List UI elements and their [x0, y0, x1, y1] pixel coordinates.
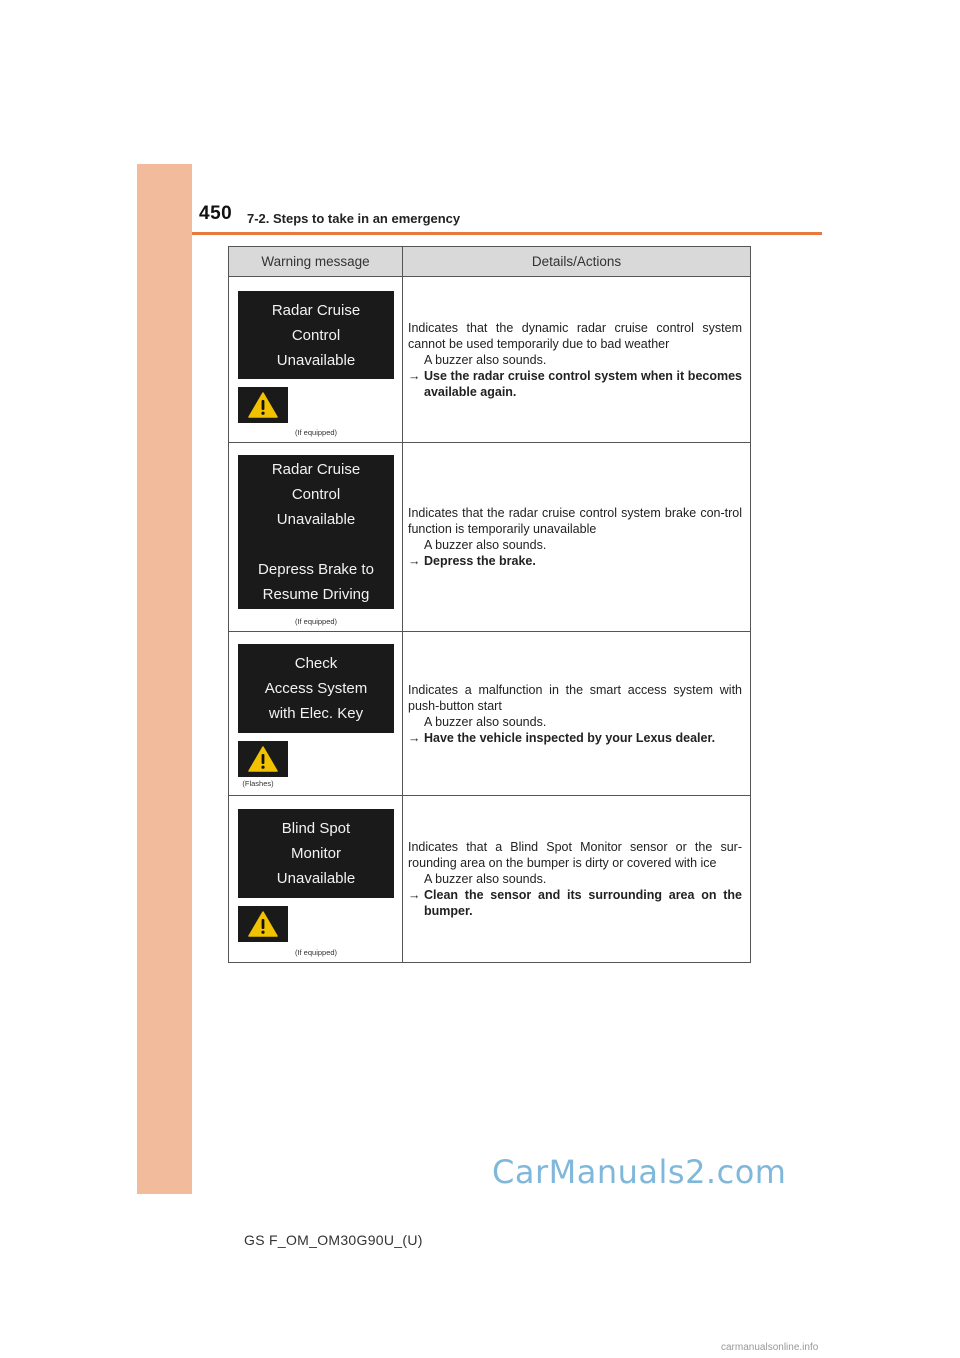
message-display-screen: [238, 455, 394, 609]
action-text: Use the radar cruise control system when it becomes available again.: [424, 368, 742, 399]
warning-triangle-icon: [238, 906, 288, 942]
screen-line: Check: [294, 655, 338, 672]
action-text: Clean the sensor and its surrounding area on the bumper.: [424, 888, 742, 918]
screen-line: Radar Cruise: [271, 301, 361, 319]
warning-display-cell: [229, 277, 403, 443]
arrow-icon: →: [408, 554, 421, 568]
buzzer-note: A buzzer also sounds.: [424, 714, 547, 729]
screen-line: with Elec. Key: [268, 705, 364, 722]
action-text: Have the vehicle inspected by your Lexus dealer.: [424, 730, 716, 745]
screen-line: Unavailable: [276, 511, 356, 528]
section-title: 7-2. Steps to take in an emergency: [247, 211, 461, 226]
action-text: Depress the brake.: [424, 554, 536, 568]
warning-description: Indicates that the dynamic radar cruise control system cannot be used temporarily due to bad weather: [408, 320, 742, 351]
table-row: [229, 796, 751, 963]
details-actions-cell: [403, 796, 751, 963]
screen-line: Radar Cruise: [271, 461, 361, 478]
watermark-link[interactable]: CarManuals2.com: [492, 1153, 787, 1191]
action-item: [408, 368, 742, 400]
screen-line: Resume Driving: [262, 586, 370, 603]
buzzer-note: A buzzer also sounds.: [424, 872, 547, 886]
screen-line: Depress Brake to: [258, 561, 374, 578]
warning-description: Indicates that the radar cruise control system brake con-trol function is temporarily unavailable: [408, 506, 742, 536]
details-actions-cell: [403, 277, 751, 443]
footer-site-link[interactable]: carmanualsonline.info: [721, 1342, 819, 1353]
screen-line: Control: [291, 486, 341, 503]
table-row: [229, 277, 751, 443]
message-display-screen: [238, 644, 394, 733]
screen-line: Control: [291, 326, 341, 344]
header-rule: [192, 232, 822, 235]
equipment-note: (If equipped): [294, 428, 338, 437]
message-display-screen: [238, 809, 394, 898]
header-details-actions: Details/Actions: [403, 247, 751, 277]
action-item: [408, 887, 742, 919]
warning-description: Indicates that a Blind Spot Monitor sensor or the sur-rounding area on the bumper is dirty or covered with ice: [408, 840, 742, 870]
chapter-side-tab: [137, 164, 192, 1194]
warning-triangle-icon: [238, 387, 288, 423]
arrow-icon: →: [408, 368, 421, 383]
details-actions-cell: [403, 443, 751, 632]
warning-description: Indicates a malfunction in the smart access system with push-button start: [408, 682, 742, 713]
screen-line: Unavailable: [276, 351, 356, 369]
table-header-row: [229, 247, 751, 277]
arrow-icon: →: [408, 888, 421, 902]
buzzer-note: A buzzer also sounds.: [424, 352, 547, 367]
equipment-note: (If equipped): [294, 948, 338, 957]
page-number: 450: [199, 203, 233, 224]
buzzer-note: A buzzer also sounds.: [424, 538, 547, 552]
warning-message-table: [228, 246, 751, 963]
screen-line: Unavailable: [276, 870, 356, 887]
header-warning-message: Warning message: [229, 247, 403, 277]
equipment-note: (If equipped): [294, 617, 338, 626]
action-item: [408, 553, 742, 569]
warning-display-cell: [229, 632, 403, 796]
table-row: [229, 443, 751, 632]
flashes-note: (Flashes): [242, 779, 274, 788]
message-display-screen: [238, 291, 394, 379]
arrow-icon: →: [408, 730, 421, 745]
table-row: [229, 632, 751, 796]
details-actions-cell: [403, 632, 751, 796]
warning-display-cell: [229, 443, 403, 632]
warning-triangle-icon: [238, 741, 288, 777]
document-code: GS F_OM_OM30G90U_(U): [244, 1232, 423, 1248]
action-item: [408, 730, 742, 746]
screen-line: Access System: [264, 680, 368, 697]
screen-line: Monitor: [290, 845, 342, 862]
warning-display-cell: [229, 796, 403, 963]
screen-line: Blind Spot: [281, 820, 351, 837]
